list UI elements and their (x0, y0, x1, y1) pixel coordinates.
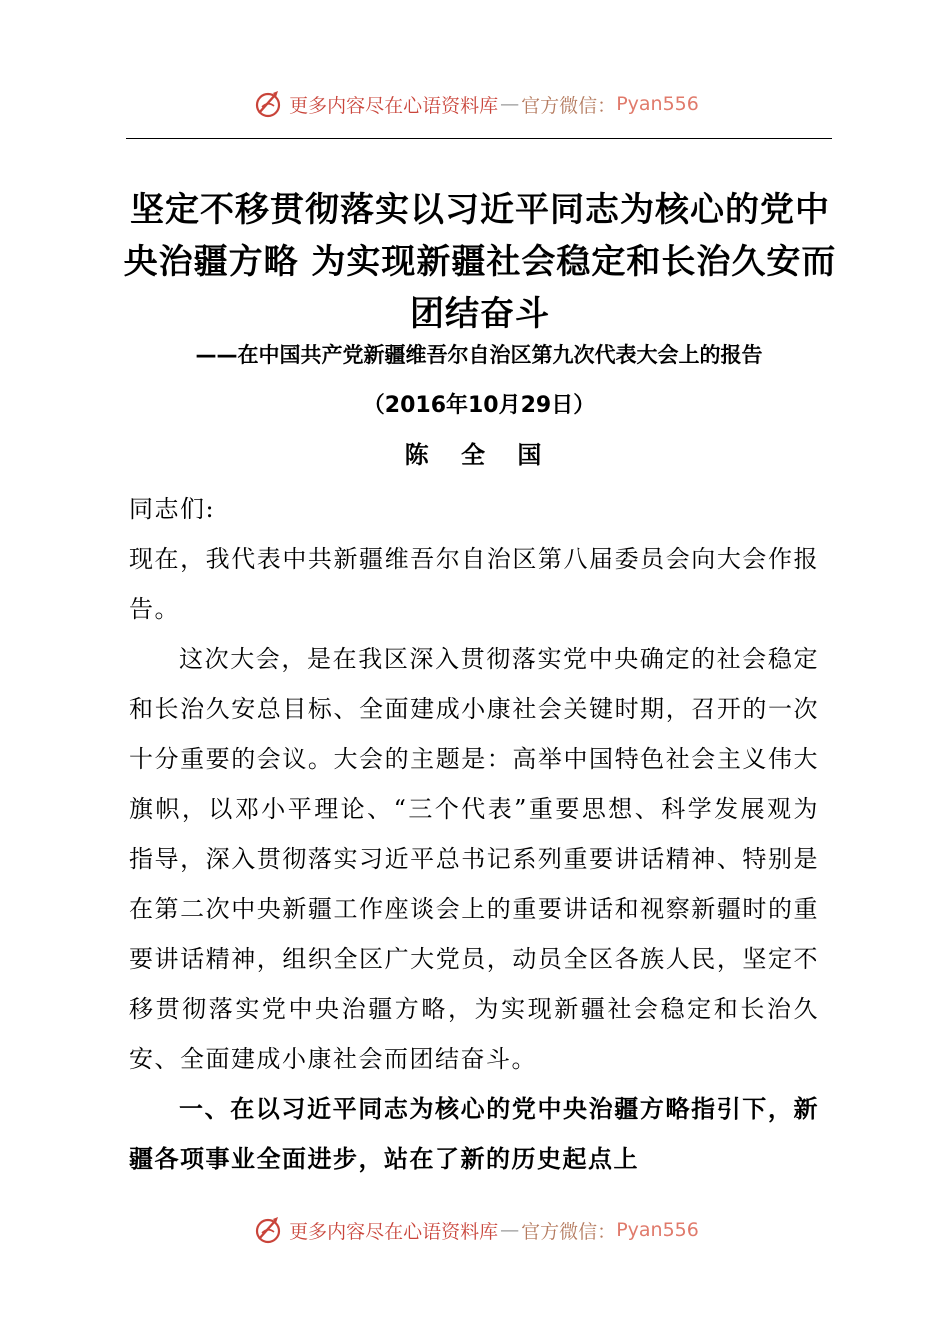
document-author: 陈 全 国 (404, 441, 554, 469)
footer-watermark (0, 1210, 950, 1250)
section-heading: 一、在以习近平同志为核心的党中央治疆方略指引下，新疆各项事业全面进步，站在了新的历史起点上 (129, 1095, 819, 1173)
salutation: 同志们: (129, 495, 216, 523)
document-subtitle: ——在中国共产党新疆维吾尔自治区第九次代表大会上的报告 (195, 343, 763, 367)
watermark-dash: — (500, 1219, 520, 1241)
watermark-brand: 更多内容尽在心语资料库 (289, 94, 499, 117)
document-date: （2016年10月29日） (362, 393, 596, 418)
document-title: 坚定不移贯彻落实以习近平同志为核心的党中央治疆方略 为实现新疆社会稳定和长治久安而团结奋斗 (123, 190, 837, 334)
watermark-brand: 更多内容尽在心语资料库 (289, 1220, 499, 1243)
header-divider (126, 138, 832, 139)
watermark-official-label: 官方微信： (521, 1220, 617, 1243)
watermark (251, 1213, 699, 1247)
watermark-dash: — (500, 93, 520, 115)
document-body (129, 484, 819, 1184)
watermark-official-label: 官方微信： (521, 94, 617, 117)
header-watermark (0, 84, 950, 124)
watermark-wechat-id: Pyan556 (616, 1219, 699, 1241)
logo-icon (251, 87, 285, 121)
watermark-wechat-id: Pyan556 (616, 93, 699, 115)
paragraph-2: 这次大会，是在我区深入贯彻落实党中央确定的社会稳定和长治久安总目标、全面建成小康社会关键时期，召开的一次十分重要的会议。大会的主题是：高举中国特色社会主义伟大旗帜，以邓小平理论、“三个代表”重要思想、科学发展观为指导，深入贯彻落实习近平总书记系列重要讲话精神、特别是在第二次中央新疆工作座谈会上的重要讲话和视察新疆时的重要讲话精神，组织全区广大党员，动员全区各族人民，坚定不移贯彻落实党中央治疆方略，为实现新疆社会稳定和长治久安、全面建成小康社会而团结奋斗。 (129, 645, 819, 1073)
logo-icon (251, 1213, 285, 1247)
watermark (251, 87, 699, 121)
paragraph-1: 现在，我代表中共新疆维吾尔自治区第八届委员会向大会作报告。 (129, 545, 819, 623)
